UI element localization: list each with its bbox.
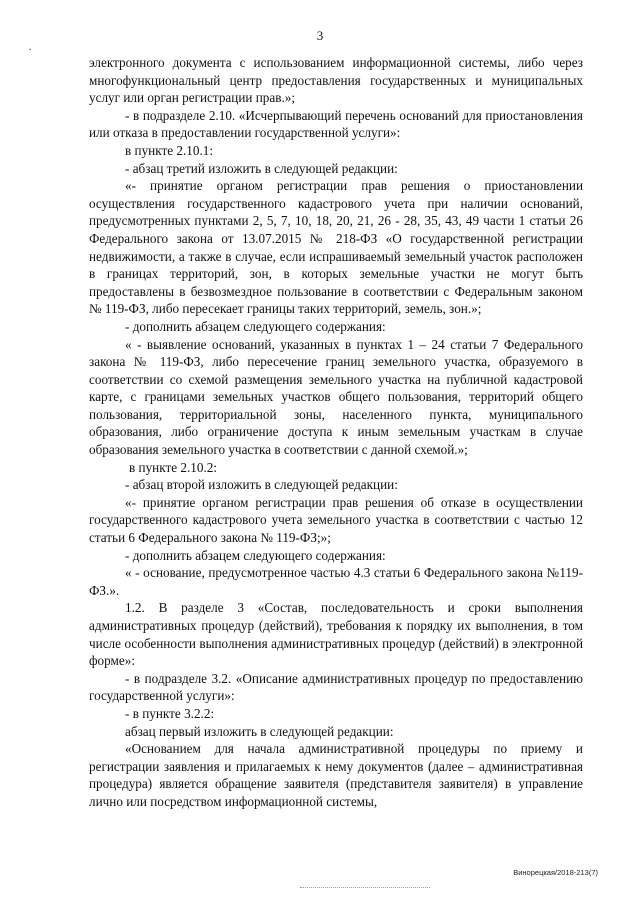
paragraph: 1.2. В разделе 3 «Состав, последовательность и сроки выполнения административных процедур (действий), требования к порядку их выполнения, в том числе особенности выполнения административных процедур (действий) в электронной форме»: (89, 600, 583, 669)
paragraph: электронного документа с использованием информационной системы, либо через многофункциональный центр предоставления государственных и муниципальных услуг или орган регистрации прав.»; (89, 55, 583, 106)
paragraph: « - основание, предусмотренное частью 4.3 статьи 6 Федерального закона №119-ФЗ.». (89, 565, 583, 598)
footer-code: Винорецкая/2018-213(7) (513, 868, 598, 877)
margin-mark: · (28, 42, 32, 56)
paragraph: - в подразделе 2.10. «Исчерпывающий перечень оснований для приостановления или отказа в предоставлении государственной услуги»: (89, 107, 583, 141)
bottom-divider (300, 887, 430, 888)
paragraph: абзац первый изложить в следующей редакции: (125, 723, 394, 739)
paragraph: в пункте 2.10.1: (125, 142, 214, 158)
paragraph: «- принятие органом регистрации прав решения о приостановлении осуществления государственного кадастрового учета при наличии оснований, предусмотренных пунктами 2, 5, 7, 10, 18, 20, 21, 26 - 28, 35, 43, 49 части 1 статьи 26 Федерального закона от 13.07.2015 № 218-ФЗ «О государственной регистрации недвижимости, а также в случае, если испрашиваемый земельный участок расположен в границах территорий, зон, в которых земельные участки не могут быть предоставлены в безвозмездное пользование в соответствии с Федеральным законом № 119-ФЗ, либо пересекает границы таких территорий, земель, зон.»; (89, 178, 583, 317)
paragraph: - в пункте 3.2.2: (125, 705, 215, 721)
paragraph: - абзац второй изложить в следующей редакции: (125, 477, 398, 493)
paragraph: в пункте 2.10.2: (129, 459, 218, 475)
document-body (89, 54, 583, 811)
paragraph: - в подразделе 3.2. «Описание административных процедур по предоставлению государственной услуги»: (89, 670, 583, 704)
paragraph: « - выявление оснований, указанных в пунктах 1 – 24 статьи 7 Федерального закона № 119-ФЗ, либо пересечение границ земельного участка, образуемого в соответствии со схемой размещения земельного участка на публичной кадастровой карте, с границами земельных участков общего пользования, территорий общего пользования, территориальной зоны, населенного пункта, муниципального образования, либо ограничение доступа к иным земельным участкам в случае образования земельного участка в соответствии с данной схемой.»; (89, 336, 583, 458)
paragraph: «Основанием для начала административной процедуры по приему и регистрации заявления и прилагаемых к нему документов (далее – административная процедура) является обращение заявителя (представителя заявителя) в управление лично или посредством информационной системы, (89, 741, 583, 809)
paragraph: - дополнить абзацем следующего содержания: (125, 547, 386, 563)
paragraph: - абзац третий изложить в следующей редакции: (125, 160, 398, 176)
paragraph: «- принятие органом регистрации прав решения об отказе в осуществлении государственного кадастрового учета земельного участка в соответствии с частью 12 статьи 6 Федерального закона № 119-ФЗ;»; (89, 494, 583, 546)
page-number: 3 (316, 28, 324, 43)
paragraph: - дополнить абзацем следующего содержания: (125, 318, 386, 334)
